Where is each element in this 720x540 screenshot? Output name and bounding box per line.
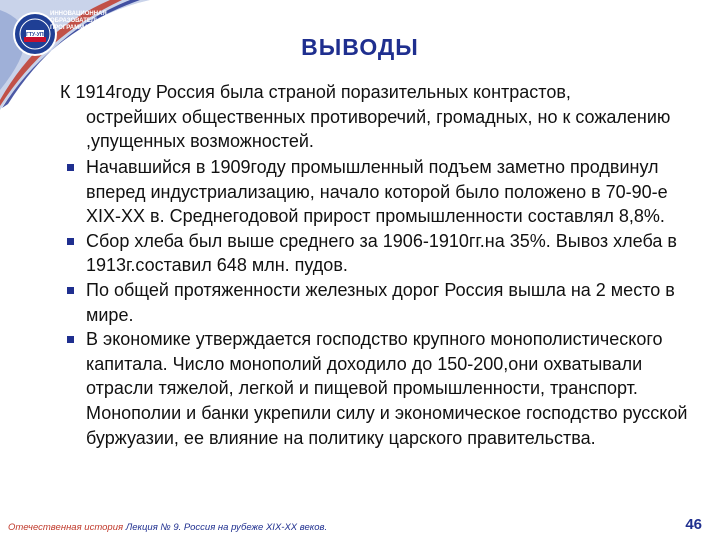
bullet-item: [60, 327, 700, 450]
footer: [8, 522, 327, 533]
page-number: 46: [685, 516, 702, 533]
university-logo: [6, 4, 122, 62]
slide-title: ВЫВОДЫ: [301, 34, 419, 60]
lecture-title: Лекция № 9. Россия на рубеже XIX-XX веков.: [123, 522, 328, 533]
bullet-text: Начавшийся в 1909году промышленный подъем заметно продвинул вперед индустриализацию, начало которой было положено в 70-90-е XIX-XX в. Среднегодовой прирост промышленности составлял 8,8%.: [86, 157, 668, 227]
square-bullet-icon: [67, 164, 74, 171]
intro-paragraph: [60, 80, 700, 154]
svg-text:ИННОВАЦИОННАЯ: ИННОВАЦИОННАЯ: [50, 11, 107, 17]
bullet-item: [60, 278, 700, 327]
svg-text:ОБРАЗОВАТЕЛЬНАЯ: ОБРАЗОВАТЕЛЬНАЯ: [50, 18, 113, 24]
square-bullet-icon: [67, 238, 74, 245]
bullet-text: По общей протяженности железных дорог Россия вышла на 2 место в мире.: [86, 279, 675, 325]
intro-continuation: острейших общественных противоречий, громадных, но к сожалению ,упущенных возможностей.: [86, 106, 671, 152]
bullet-text: В экономике утверждается господство крупного монополистического капитала. Число монополий доходило до 150-200,они охватывали отрасли тяжелой, легкой и пищевой промышленности, транспорт. Монополии и банки укрепили силу и экономическое господство русской буржуазии, ее влияние на политику царского правительства.: [86, 329, 688, 448]
bullet-item: [60, 155, 700, 229]
square-bullet-icon: [67, 287, 74, 294]
svg-text:ПРОГРАММА: ПРОГРАММА: [50, 25, 89, 31]
bullet-list: [60, 155, 700, 450]
square-bullet-icon: [67, 336, 74, 343]
svg-text:УГТУ-УПИ: УГТУ-УПИ: [22, 32, 48, 38]
course-name: Отечественная история: [8, 522, 124, 533]
intro-first-line: К 1914году Россия была страной поразительных контрастов,: [60, 82, 571, 102]
bullet-text: Сбор хлеба был выше среднего за 1906-1910гг.на 35%. Вывоз хлеба в 1913г.составил 648 млн. пудов.: [86, 230, 677, 276]
bullet-item: [60, 229, 700, 278]
